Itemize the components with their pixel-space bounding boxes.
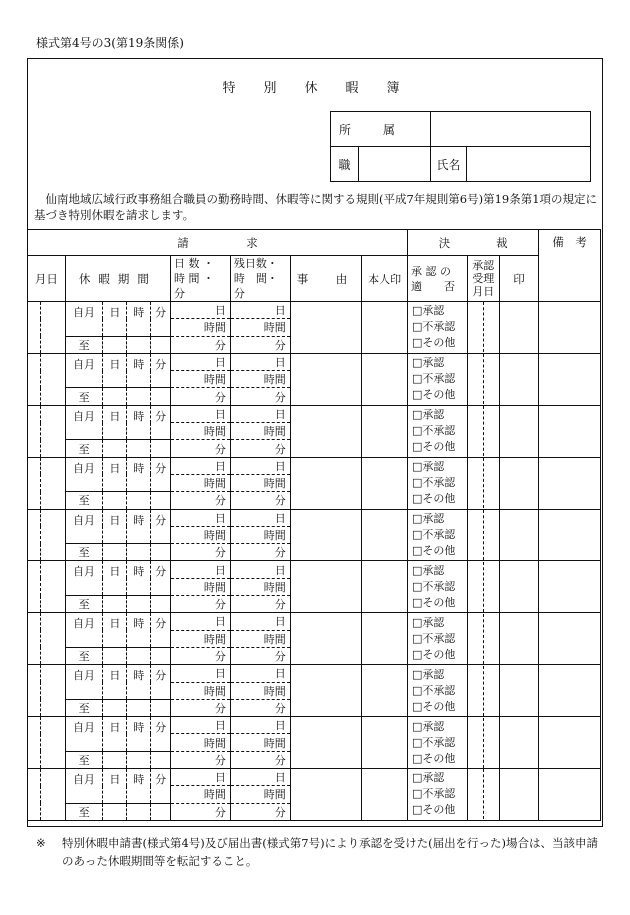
minutes-unit-label: 分	[171, 751, 231, 768]
receipt-date-cell[interactable]	[467, 353, 499, 405]
remaining-minutes-unit-label: 分	[230, 440, 290, 457]
receipt-date-cell[interactable]	[467, 717, 499, 769]
from-hour-label: 時	[127, 457, 151, 492]
option-approve[interactable]: □承認	[411, 771, 445, 785]
to-hour-cell[interactable]	[127, 388, 151, 405]
from-day-label: 日	[103, 769, 127, 804]
remarks-cell[interactable]	[539, 561, 601, 613]
option-approve[interactable]: □承認	[411, 615, 445, 629]
note-text: 特別休暇申請書(様式第4号)及び届出書(様式第7号)により承認を受けた(届出を行った)場合は、当該申請のあった休暇期間等を転記すること。	[62, 836, 599, 868]
option-other[interactable]: □その他	[411, 544, 456, 557]
from-month-label: 自月	[65, 405, 103, 440]
from-hour-label: 時	[127, 509, 151, 544]
to-day-cell[interactable]	[103, 544, 127, 561]
to-day-cell[interactable]	[103, 596, 127, 613]
to-label: 至	[65, 440, 103, 457]
option-other[interactable]: □その他	[411, 595, 456, 609]
option-reject[interactable]: □不承認	[411, 320, 456, 334]
seal-cell[interactable]	[362, 509, 408, 561]
option-other[interactable]: □その他	[411, 440, 456, 454]
to-minute-cell[interactable]	[151, 492, 171, 509]
hours-unit-label: 時間	[171, 682, 231, 699]
period-header: 休暇期間	[65, 256, 170, 302]
seal-cell[interactable]	[362, 457, 408, 509]
minutes-unit-label: 分	[171, 544, 231, 561]
approval-options[interactable]	[407, 457, 467, 509]
remaining-minutes-unit-label: 分	[230, 699, 290, 716]
remarks-cell[interactable]	[539, 405, 601, 457]
option-approve[interactable]: □承認	[411, 460, 445, 474]
remaining-minutes-unit-label: 分	[230, 388, 290, 405]
receipt-date-cell[interactable]	[467, 302, 499, 354]
to-day-cell[interactable]	[103, 388, 127, 405]
receipt-date-cell[interactable]	[467, 613, 499, 665]
remaining-header: 残日数・ 時 間・ 分	[230, 256, 290, 302]
from-minute-label: 分	[151, 353, 171, 388]
option-other[interactable]: □その他	[411, 751, 456, 765]
option-reject[interactable]: □不承認	[411, 528, 456, 541]
to-minute-cell[interactable]	[151, 596, 171, 613]
to-hour-cell[interactable]	[127, 492, 151, 509]
remaining-minutes-unit-label: 分	[230, 336, 290, 353]
stamp-cell[interactable]	[499, 561, 539, 613]
stamp-cell[interactable]	[499, 457, 539, 509]
hours-unit-label: 時間	[171, 423, 231, 440]
day-cell[interactable]	[40, 509, 65, 561]
days-unit-label: 日	[171, 769, 231, 786]
from-hour-label: 時	[127, 561, 151, 596]
stamp-cell[interactable]	[499, 509, 539, 561]
leave-request-table	[27, 229, 601, 821]
approval-options[interactable]	[407, 561, 467, 613]
seal-cell[interactable]	[362, 302, 408, 354]
to-minute-cell[interactable]	[151, 388, 171, 405]
reason-cell[interactable]	[290, 405, 362, 457]
to-hour-cell[interactable]	[127, 544, 151, 561]
to-hour-cell[interactable]	[127, 803, 151, 820]
to-minute-cell[interactable]	[151, 440, 171, 457]
stamp-header: 印	[499, 256, 539, 302]
reason-cell[interactable]	[290, 613, 362, 665]
from-minute-label: 分	[151, 717, 171, 752]
from-day-label: 日	[103, 717, 127, 752]
affiliation-label: 所 属	[331, 112, 431, 147]
seal-cell[interactable]	[362, 561, 408, 613]
option-other[interactable]: □その他	[411, 803, 456, 817]
option-other[interactable]: □その他	[411, 647, 456, 661]
remaining-days-unit-label: 日	[230, 561, 290, 578]
remaining-days-unit-label: 日	[230, 405, 290, 422]
reason-cell[interactable]	[290, 457, 362, 509]
seal-cell[interactable]	[362, 613, 408, 665]
day-cell[interactable]	[40, 302, 65, 354]
month-cell[interactable]	[28, 302, 41, 354]
month-cell[interactable]	[28, 665, 41, 717]
hours-unit-label: 時間	[171, 526, 231, 543]
option-reject[interactable]: □不承認	[411, 372, 456, 386]
from-minute-label: 分	[151, 509, 171, 544]
to-hour-cell[interactable]	[127, 751, 151, 768]
month-cell[interactable]	[28, 353, 41, 405]
from-hour-label: 時	[127, 613, 151, 648]
from-minute-label: 分	[151, 613, 171, 648]
option-other[interactable]: □その他	[411, 336, 456, 350]
remaining-hours-unit-label: 時間	[230, 371, 290, 388]
reason-cell[interactable]	[290, 509, 362, 561]
to-label: 至	[65, 544, 103, 561]
seal-cell[interactable]	[362, 353, 408, 405]
reason-cell[interactable]	[290, 769, 362, 821]
approval-options[interactable]	[407, 717, 467, 769]
option-reject[interactable]: □不承認	[411, 683, 456, 697]
remarks-cell[interactable]	[539, 665, 601, 717]
remarks-cell[interactable]	[539, 717, 601, 769]
receipt-date-cell[interactable]	[467, 665, 499, 717]
to-day-cell[interactable]	[103, 336, 127, 353]
remaining-days-unit-label: 日	[230, 509, 290, 526]
remarks-cell[interactable]	[539, 353, 601, 405]
to-hour-cell[interactable]	[127, 699, 151, 716]
day-cell[interactable]	[40, 665, 65, 717]
days-unit-label: 日	[171, 561, 231, 578]
month-cell[interactable]	[28, 561, 41, 613]
days-unit-label: 日	[171, 302, 231, 319]
to-label: 至	[65, 699, 103, 716]
from-day-label: 日	[103, 353, 127, 388]
remaining-hours-unit-label: 時間	[230, 474, 290, 491]
option-approve[interactable]: □承認	[411, 512, 445, 525]
seal-cell[interactable]	[362, 769, 408, 821]
reason-cell[interactable]	[290, 717, 362, 769]
remarks-cell[interactable]	[539, 509, 601, 561]
minutes-unit-label: 分	[171, 803, 231, 820]
from-month-label: 自月	[65, 353, 103, 388]
remaining-days-unit-label: 日	[230, 457, 290, 474]
remaining-minutes-unit-label: 分	[230, 492, 290, 509]
stamp-cell[interactable]	[499, 405, 539, 457]
option-reject[interactable]: □不承認	[411, 579, 456, 593]
from-month-label: 自月	[65, 613, 103, 648]
from-month-label: 自月	[65, 717, 103, 752]
request-header: 請 求	[28, 230, 408, 256]
to-label: 至	[65, 336, 103, 353]
position-field[interactable]	[359, 147, 431, 182]
option-approve[interactable]: □承認	[411, 563, 445, 577]
seal-cell[interactable]	[362, 665, 408, 717]
from-day-label: 日	[103, 561, 127, 596]
to-hour-cell[interactable]	[127, 596, 151, 613]
days-unit-label: 日	[171, 405, 231, 422]
to-label: 至	[65, 751, 103, 768]
reason-cell[interactable]	[290, 302, 362, 354]
month-cell[interactable]	[28, 717, 41, 769]
days-unit-label: 日	[171, 665, 231, 682]
remaining-hours-unit-label: 時間	[230, 734, 290, 751]
hours-unit-label: 時間	[171, 319, 231, 336]
option-reject[interactable]: □不承認	[411, 424, 456, 438]
from-hour-label: 時	[127, 665, 151, 700]
hours-unit-label: 時間	[171, 371, 231, 388]
to-day-cell[interactable]	[103, 440, 127, 457]
day-cell[interactable]	[40, 457, 65, 509]
to-day-cell[interactable]	[103, 803, 127, 820]
option-approve[interactable]: □承認	[411, 304, 445, 318]
approval-options[interactable]	[407, 509, 467, 561]
remarks-cell[interactable]	[539, 613, 601, 665]
decision-header: 決 裁	[407, 230, 538, 256]
option-approve[interactable]: □承認	[411, 719, 445, 733]
from-minute-label: 分	[151, 302, 171, 337]
to-day-cell[interactable]	[103, 647, 127, 664]
form-frame	[27, 58, 603, 827]
employee-info-table	[330, 111, 591, 182]
hours-unit-label: 時間	[171, 578, 231, 595]
to-hour-cell[interactable]	[127, 647, 151, 664]
approval-header: 承 認 の 適 否	[407, 256, 467, 302]
remaining-hours-unit-label: 時間	[230, 319, 290, 336]
remaining-minutes-unit-label: 分	[230, 647, 290, 664]
option-approve[interactable]: □承認	[411, 667, 445, 681]
from-day-label: 日	[103, 613, 127, 648]
remaining-hours-unit-label: 時間	[230, 526, 290, 543]
reason-header: 事 由	[290, 256, 362, 302]
remaining-days-unit-label: 日	[230, 717, 290, 734]
to-minute-cell[interactable]	[151, 336, 171, 353]
remaining-hours-unit-label: 時間	[230, 630, 290, 647]
month-cell[interactable]	[28, 457, 41, 509]
to-hour-cell[interactable]	[127, 440, 151, 457]
seal-cell[interactable]	[362, 405, 408, 457]
remarks-cell[interactable]	[539, 457, 601, 509]
from-month-label: 自月	[65, 509, 103, 544]
to-label: 至	[65, 803, 103, 820]
option-reject[interactable]: □不承認	[411, 631, 456, 645]
form-title: 特別休暇簿	[222, 81, 428, 96]
remarks-cell[interactable]	[539, 302, 601, 354]
receipt-date-cell[interactable]	[467, 457, 499, 509]
approval-options[interactable]	[407, 353, 467, 405]
from-month-label: 自月	[65, 302, 103, 337]
from-minute-label: 分	[151, 457, 171, 492]
name-label: 氏名	[431, 147, 467, 182]
from-month-label: 自月	[65, 457, 103, 492]
from-hour-label: 時	[127, 769, 151, 804]
month-cell[interactable]	[28, 613, 41, 665]
from-hour-label: 時	[127, 405, 151, 440]
from-minute-label: 分	[151, 561, 171, 596]
month-cell[interactable]	[28, 405, 41, 457]
remaining-hours-unit-label: 時間	[230, 423, 290, 440]
from-month-label: 自月	[65, 561, 103, 596]
approval-options[interactable]	[407, 302, 467, 354]
remaining-hours-unit-label: 時間	[230, 578, 290, 595]
stamp-cell[interactable]	[499, 717, 539, 769]
option-other[interactable]: □その他	[411, 492, 456, 506]
option-approve[interactable]: □承認	[411, 408, 445, 422]
receipt-date-cell[interactable]	[467, 561, 499, 613]
option-reject[interactable]: □不承認	[411, 735, 456, 749]
days-unit-label: 日	[171, 613, 231, 630]
name-field[interactable]	[467, 147, 591, 182]
remaining-minutes-unit-label: 分	[230, 544, 290, 561]
to-day-cell[interactable]	[103, 492, 127, 509]
receipt-date-header: 承認 受理 月日	[467, 256, 499, 302]
remaining-minutes-unit-label: 分	[230, 751, 290, 768]
seal-header: 本人印	[362, 256, 408, 302]
days-unit-label: 日	[171, 353, 231, 370]
minutes-unit-label: 分	[171, 492, 231, 509]
from-day-label: 日	[103, 665, 127, 700]
hours-unit-label: 時間	[171, 474, 231, 491]
minutes-unit-label: 分	[171, 440, 231, 457]
to-hour-cell[interactable]	[127, 336, 151, 353]
position-label: 職	[331, 147, 359, 182]
day-cell[interactable]	[40, 561, 65, 613]
to-minute-cell[interactable]	[151, 803, 171, 820]
to-label: 至	[65, 596, 103, 613]
reason-cell[interactable]	[290, 665, 362, 717]
option-reject[interactable]: □不承認	[411, 787, 456, 801]
remaining-days-unit-label: 日	[230, 613, 290, 630]
stamp-cell[interactable]	[499, 302, 539, 354]
minutes-unit-label: 分	[171, 699, 231, 716]
to-minute-cell[interactable]	[151, 544, 171, 561]
month-cell[interactable]	[28, 509, 41, 561]
remaining-days-unit-label: 日	[230, 769, 290, 786]
month-day-header: 月日	[28, 256, 66, 302]
day-cell[interactable]	[40, 353, 65, 405]
remarks-header: 備 考	[539, 230, 601, 302]
receipt-date-cell[interactable]	[467, 405, 499, 457]
remaining-hours-unit-label: 時間	[230, 682, 290, 699]
from-day-label: 日	[103, 509, 127, 544]
from-minute-label: 分	[151, 665, 171, 700]
from-hour-label: 時	[127, 717, 151, 752]
to-day-cell[interactable]	[103, 699, 127, 716]
remaining-days-unit-label: 日	[230, 353, 290, 370]
seal-cell[interactable]	[362, 717, 408, 769]
minutes-unit-label: 分	[171, 647, 231, 664]
intro-text: 仙南地域広域行政事務組合職員の勤務時間、休暇等に関する規則(平成7年規則第6号)第19条第1項の規定に基づき特別休暇を請求します。	[34, 192, 598, 222]
to-label: 至	[65, 647, 103, 664]
hours-unit-label: 時間	[171, 786, 231, 803]
from-hour-label: 時	[127, 302, 151, 337]
option-other[interactable]: □その他	[411, 388, 456, 402]
form-number: 様式第4号の3(第19条関係)	[36, 36, 184, 50]
minutes-unit-label: 分	[171, 336, 231, 353]
day-cell[interactable]	[40, 717, 65, 769]
minutes-unit-label: 分	[171, 388, 231, 405]
from-month-label: 自月	[65, 769, 103, 804]
affiliation-field[interactable]	[431, 112, 591, 147]
remaining-minutes-unit-label: 分	[230, 596, 290, 613]
stamp-cell[interactable]	[499, 613, 539, 665]
to-label: 至	[65, 388, 103, 405]
reason-cell[interactable]	[290, 353, 362, 405]
month-cell[interactable]	[28, 769, 41, 821]
receipt-date-cell[interactable]	[467, 769, 499, 821]
approval-options[interactable]	[407, 769, 467, 821]
minutes-unit-label: 分	[171, 596, 231, 613]
day-cell[interactable]	[40, 405, 65, 457]
days-unit-label: 日	[171, 509, 231, 526]
remarks-cell[interactable]	[539, 769, 601, 821]
from-day-label: 日	[103, 457, 127, 492]
to-minute-cell[interactable]	[151, 699, 171, 716]
stamp-cell[interactable]	[499, 353, 539, 405]
option-other[interactable]: □その他	[411, 699, 456, 713]
approval-options[interactable]	[407, 613, 467, 665]
footnote	[36, 834, 606, 870]
option-reject[interactable]: □不承認	[411, 476, 456, 490]
to-day-cell[interactable]	[103, 751, 127, 768]
days-unit-label: 日	[171, 717, 231, 734]
hours-unit-label: 時間	[171, 734, 231, 751]
stamp-cell[interactable]	[499, 769, 539, 821]
remaining-minutes-unit-label: 分	[230, 803, 290, 820]
approval-options[interactable]	[407, 405, 467, 457]
remaining-days-unit-label: 日	[230, 302, 290, 319]
remaining-hours-unit-label: 時間	[230, 786, 290, 803]
from-day-label: 日	[103, 302, 127, 337]
day-cell[interactable]	[40, 769, 65, 821]
from-month-label: 自月	[65, 665, 103, 700]
stamp-cell[interactable]	[499, 665, 539, 717]
to-minute-cell[interactable]	[151, 647, 171, 664]
to-label: 至	[65, 492, 103, 509]
to-minute-cell[interactable]	[151, 751, 171, 768]
from-day-label: 日	[103, 405, 127, 440]
from-hour-label: 時	[127, 353, 151, 388]
receipt-date-cell[interactable]	[467, 509, 499, 561]
remaining-days-unit-label: 日	[230, 665, 290, 682]
day-cell[interactable]	[40, 613, 65, 665]
option-approve[interactable]: □承認	[411, 356, 445, 370]
hours-unit-label: 時間	[171, 630, 231, 647]
days-header: 日 数 ・ 時 間 ・ 分	[171, 256, 231, 302]
reason-cell[interactable]	[290, 561, 362, 613]
approval-options[interactable]	[407, 665, 467, 717]
from-minute-label: 分	[151, 769, 171, 804]
days-unit-label: 日	[171, 457, 231, 474]
from-minute-label: 分	[151, 405, 171, 440]
note-mark: ※	[36, 836, 46, 850]
